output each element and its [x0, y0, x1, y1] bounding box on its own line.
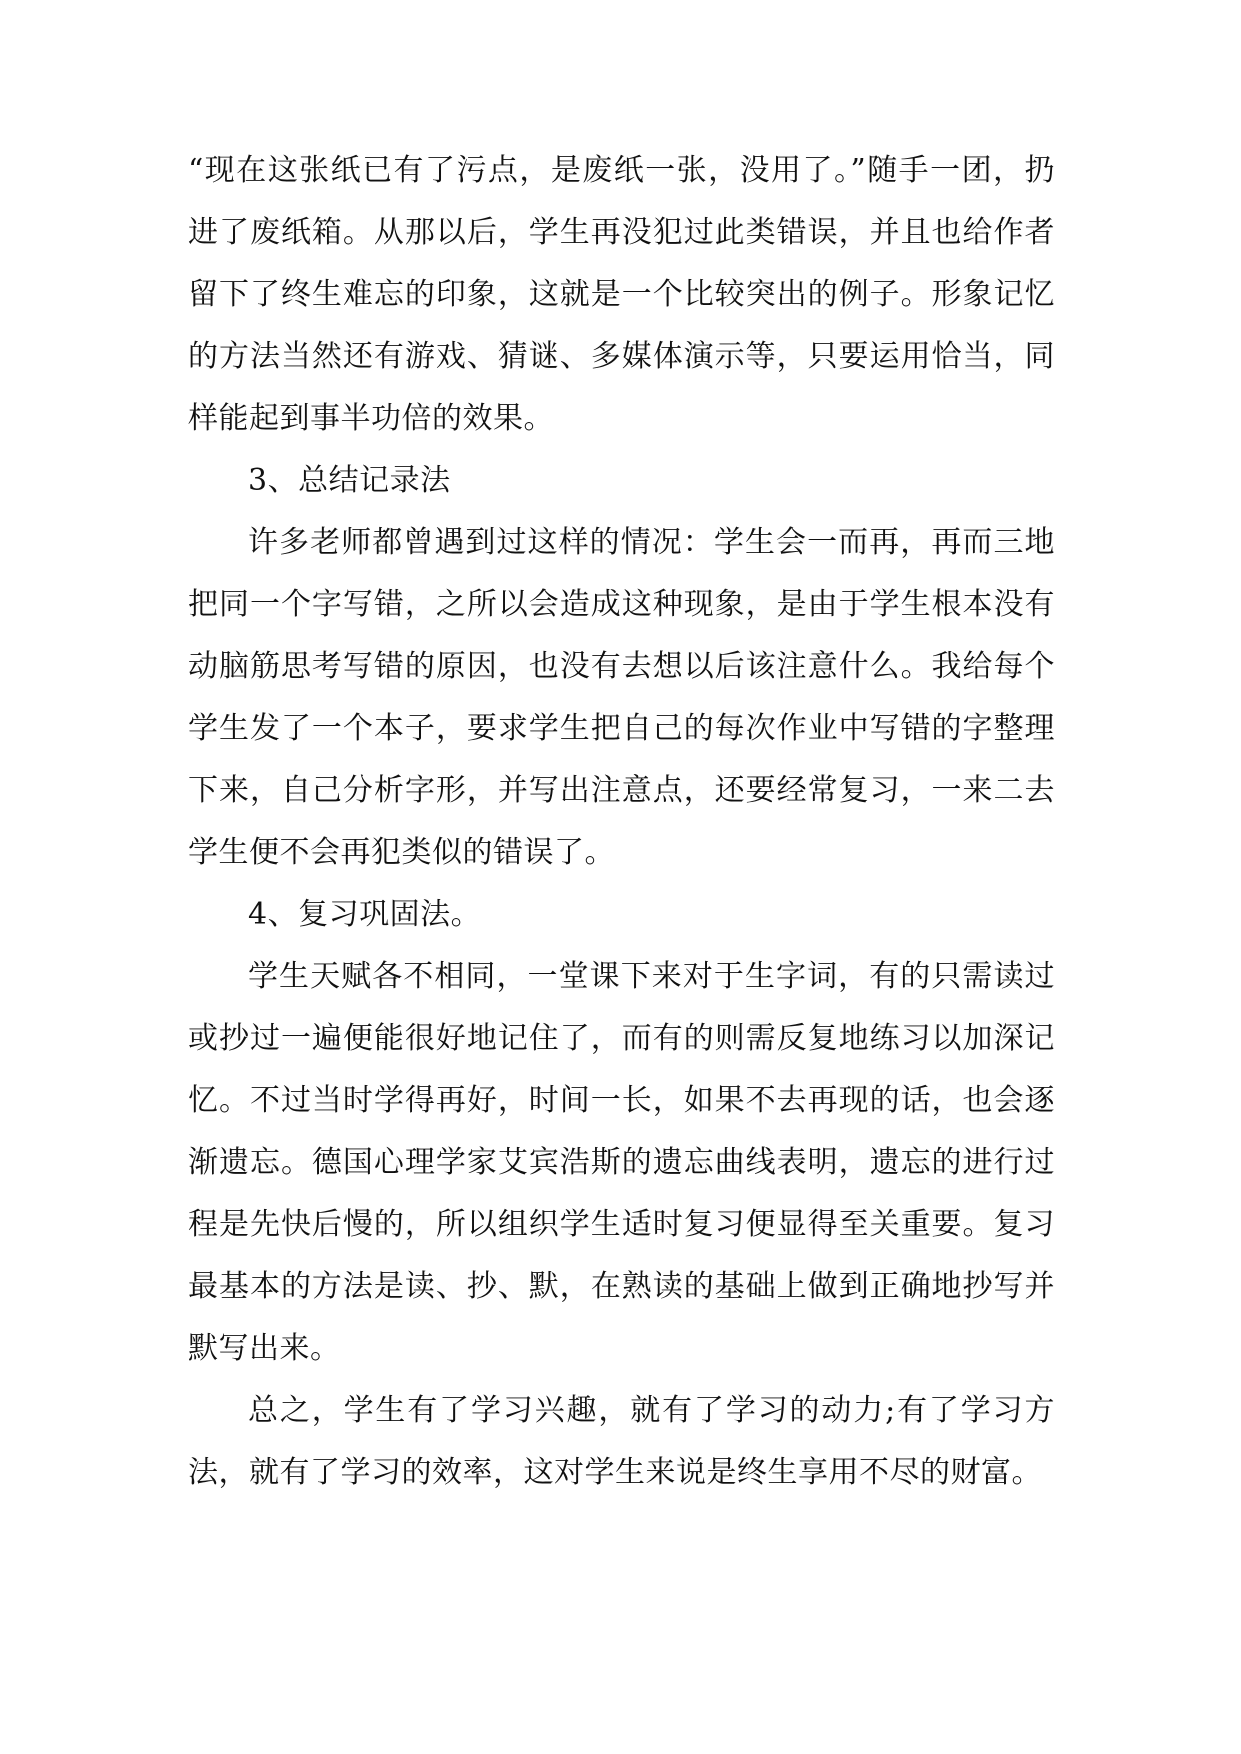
paragraph-summary-record: 许多老师都曾遇到过这样的情况：学生会一而再，再而三地把同一个字写错，之所以会造成这种现象，是由于学生根本没有动脑筋思考写错的原因，也没有去想以后该注意什么。我给每个学生发了一个本子，要求学生把自己的每次作业中写错的字整理下来，自己分析字形，并写出注意点，还要经常复习，一来二去学生便不会再犯类似的错误了。: [188, 525, 1055, 870]
section-heading-summary-record: 3、总结记录法: [248, 463, 451, 498]
paragraph-continuation: “现在这张纸已有了污点，是废纸一张，没用了。”随手一团，扔进了废纸箱。从那以后，学生再没犯过此类错误，并且也给作者留下了终生难忘的印象，这就是一个比较突出的例子。形象记忆的方法当然还有游戏、猜谜、多媒体演示等，只要运用恰当，同样能起到事半功倍的效果。: [188, 153, 1055, 436]
paragraph-conclusion: 总之，学生有了学习兴趣，就有了学习的动力;有了学习方法，就有了学习的效率，这对学生来说是终生享用不尽的财富。: [188, 1393, 1055, 1490]
paragraph-review-consolidate: 学生天赋各不相同，一堂课下来对于生字词，有的只需读过或抄过一遍便能很好地记住了，而有的则需反复地练习以加深记忆。不过当时学得再好，时间一长，如果不去再现的话，也会逐渐遗忘。德国心理学家艾宾浩斯的遗忘曲线表明，遗忘的进行过程是先快后慢的，所以组织学生适时复习便显得至关重要。复习最基本的方法是读、抄、默，在熟读的基础上做到正确地抄写并默写出来。: [188, 959, 1055, 1366]
document-body: [188, 140, 1055, 1504]
section-heading-review-consolidate: 4、复习巩固法。: [248, 897, 482, 932]
